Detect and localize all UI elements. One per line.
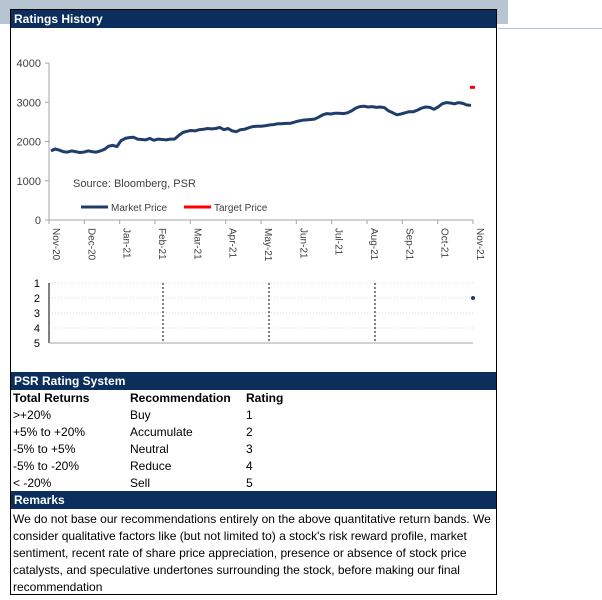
price-y-tick-label: 4000 [16, 58, 41, 70]
recommendation-cell: Neutral [130, 442, 169, 456]
rating-y-tick-label: 2 [33, 293, 40, 305]
table-row [11, 424, 496, 441]
rating-cell: 4 [246, 459, 253, 473]
price-x-tick-label: May-21 [262, 228, 273, 262]
header-rule [498, 28, 602, 29]
price-x-tick-label: Dec-20 [85, 228, 97, 261]
price-x-tick-label: Apr-21 [226, 228, 238, 259]
recommendation-cell: Reduce [130, 459, 172, 473]
col-header-rating: Rating [246, 391, 284, 405]
rating-y-tick-label: 4 [33, 323, 40, 335]
recommendation-cell: Accumulate [130, 425, 193, 439]
price-y-tick-label: 3000 [16, 97, 41, 110]
ratings-history-title: Ratings History [11, 10, 496, 28]
market-price-line [51, 103, 471, 153]
remarks-title: Remarks [11, 491, 496, 509]
price-x-tick-label: Nov-20 [50, 228, 61, 261]
col-header-returns: Total Returns [13, 391, 90, 405]
returns-cell: -5% to +5% [13, 442, 76, 456]
rating-cell: 5 [246, 476, 253, 490]
returns-cell: -5% to -20% [13, 459, 80, 473]
rating-table-header [11, 390, 496, 407]
price-x-tick-label: Oct-21 [438, 228, 450, 259]
rating-system-title: PSR Rating System [11, 372, 496, 390]
rating-cell: 3 [246, 442, 253, 456]
legend-label-market: Market Price [111, 203, 168, 214]
returns-cell: >+20% [13, 408, 52, 422]
table-row [11, 407, 496, 424]
price-y-tick-label: 0 [34, 215, 41, 227]
returns-cell: < -20% [13, 476, 52, 490]
table-row [11, 475, 496, 492]
returns-cell: +5% to +20% [13, 425, 86, 439]
price-x-tick-label: Sep-21 [403, 228, 415, 261]
price-x-tick-label: Jun-21 [297, 228, 309, 259]
rating-y-tick-label: 3 [33, 308, 40, 320]
price-x-tick-label: Jan-21 [120, 228, 132, 259]
price-x-tick-label: Feb-21 [156, 228, 167, 260]
price-y-tick-label: 2000 [16, 136, 41, 149]
table-row [11, 441, 496, 458]
col-header-recommendation: Recommendation [130, 391, 231, 405]
rating-y-tick-label: 1 [33, 278, 40, 290]
recommendation-cell: Sell [130, 476, 151, 490]
rating-y-tick-label: 5 [33, 338, 40, 350]
remarks-text: We do not base our recommendations entirely on the above quantitative return bands. We consider qualitative factors like (but not limited to) a stock's risk reward profile, market sentiment, recent rate of share price appreciation, presence or absence of stock price catalysts, and speculative undertones surrounding the stock, before making our final recommendation [13, 512, 491, 594]
rating-cell: 1 [246, 408, 253, 422]
price-y-tick-label: 1000 [16, 175, 41, 188]
rating-cell: 2 [246, 425, 253, 439]
recommendation-cell: Buy [130, 408, 151, 422]
price-x-tick-label: Nov-21 [474, 228, 485, 261]
price-x-tick-label: Jul-21 [332, 228, 344, 256]
rating-point [471, 296, 475, 300]
price-x-tick-label: Aug-21 [368, 228, 379, 261]
report-panel [10, 9, 497, 595]
price-x-tick-label: Mar-21 [191, 228, 203, 260]
legend-label-target: Target Price [214, 203, 268, 214]
source-annotation: Source: Bloomberg, PSR [73, 178, 196, 190]
table-row [11, 458, 496, 475]
price-chart [11, 10, 496, 372]
